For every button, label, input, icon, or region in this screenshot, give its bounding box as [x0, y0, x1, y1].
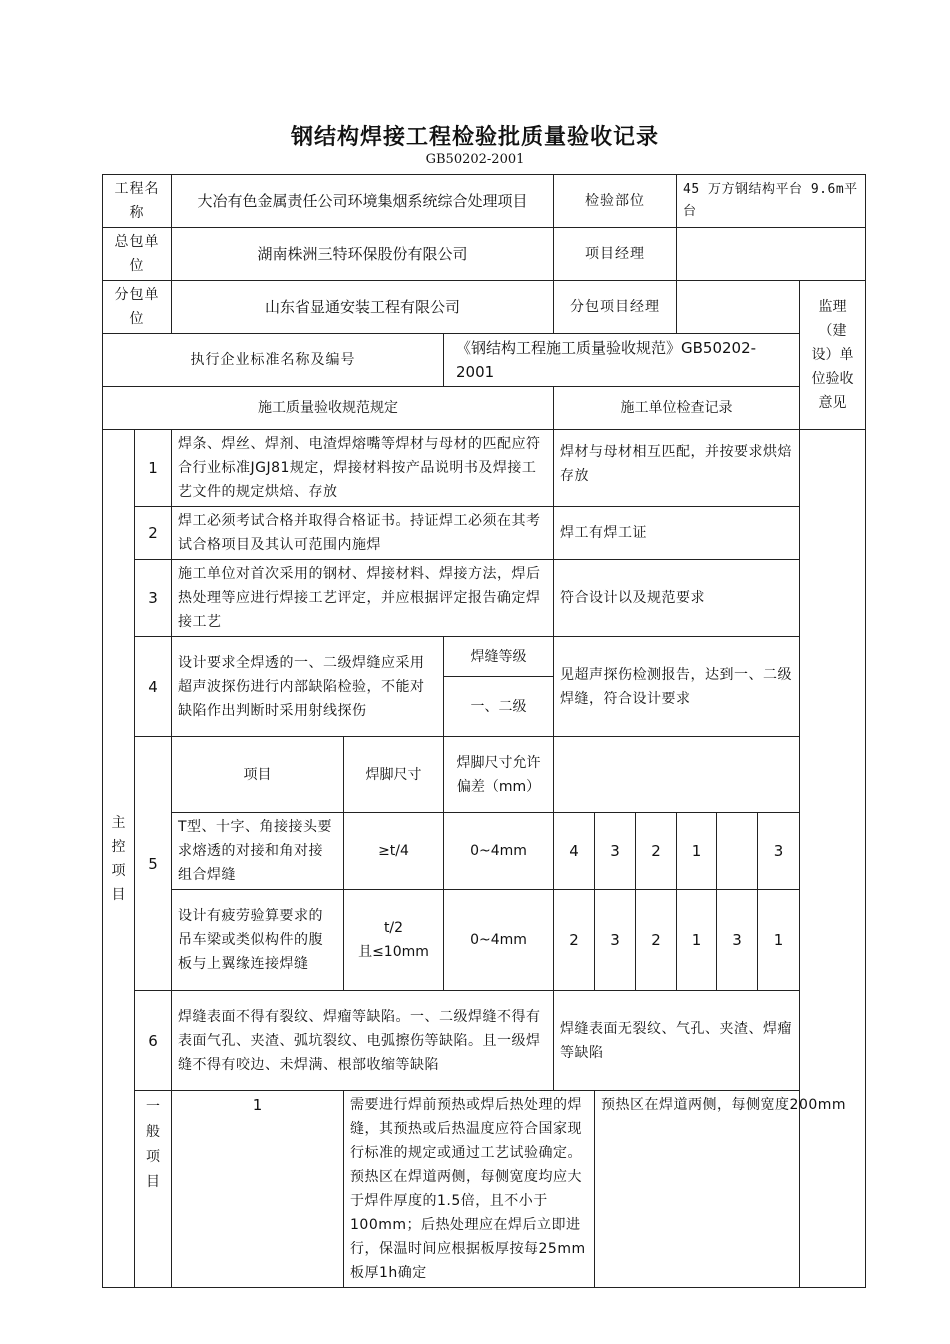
- item-record: 预热区在焊道两侧，每侧宽度200mm: [595, 1091, 866, 1288]
- measured-value: 3: [717, 890, 758, 991]
- item-number: 1: [135, 430, 172, 507]
- item-rule: 施工单位对首次采用的钢材、焊接材料、焊接方法，焊后热处理等应进行焊接工艺评定，并应根据评定报告确定焊接工艺: [172, 560, 554, 637]
- measured-value: 1: [677, 813, 717, 890]
- item-number: 4: [135, 637, 172, 737]
- document-title: 钢结构焊接工程检验批质量验收记录: [290, 125, 659, 150]
- item-number: 1: [172, 1091, 344, 1288]
- measured-value: 4: [554, 813, 595, 890]
- project-name-value: 大冶有色金属责任公司环境集烟系统综合处理项目: [172, 175, 554, 228]
- general-items-label: 一般项目: [135, 1091, 172, 1288]
- item-number: 2: [135, 507, 172, 560]
- subcontractor-value: 山东省显通安装工程有限公司: [172, 281, 554, 334]
- standard-code: GB50202-2001: [425, 152, 525, 167]
- sub-manager-value: [677, 281, 800, 334]
- measured-value: 3: [758, 813, 800, 890]
- standard-label: 执行企业标准名称及编号: [103, 334, 444, 387]
- supervisor-opinion-label: 监理（建设）单位验收意见: [800, 281, 866, 430]
- inspection-record-table: [102, 174, 866, 1288]
- record-blank: [554, 737, 800, 813]
- measured-value: 1: [677, 890, 717, 991]
- inspect-part-value: 45 万方钢结构平台 9.6m平台: [677, 175, 866, 228]
- item-number: 6: [135, 991, 172, 1091]
- weld-item: 设计有疲劳验算要求的吊车梁或类似构件的腹板与上翼缘连接焊缝: [172, 890, 344, 991]
- spec-header: 施工质量验收规范规定: [103, 387, 554, 430]
- weld-size-line2: 且≤10mm: [358, 944, 429, 960]
- weld-size: [344, 890, 444, 991]
- inspect-part-label: 检验部位: [554, 175, 677, 228]
- item-record: 焊材与母材相互匹配，并按要求烘焙存放: [554, 430, 800, 507]
- project-manager-label: 项目经理: [554, 228, 677, 281]
- col-tolerance-header: 焊脚尺寸允许偏差（mm）: [444, 737, 554, 813]
- weld-grade-value: 一、二级: [444, 677, 554, 737]
- measured-value: 3: [595, 890, 636, 991]
- item-record: 焊工有焊工证: [554, 507, 800, 560]
- item-rule: 焊缝表面不得有裂纹、焊瘤等缺陷。一、二级焊缝不得有表面气孔、夹渣、弧坑裂纹、电弧擦伤等缺陷。且一级焊缝不得有咬边、未焊满、根部收缩等缺陷: [172, 991, 554, 1091]
- item-rule: 设计要求全焊透的一、二级焊缝应采用超声波探伤进行内部缺陷检验，不能对缺陷作出判断时采用射线探伤: [172, 637, 444, 737]
- item-rule: 焊工必须考试合格并取得合格证书。持证焊工必须在其考试合格项目及其认可范围内施焊: [172, 507, 554, 560]
- general-contractor-label: 总包单位: [103, 228, 172, 281]
- item-record: 符合设计以及规范要求: [554, 560, 800, 637]
- standard-value: 《钢结构工程施工质量验收规范》GB50202-2001: [444, 334, 800, 387]
- item-rule: 需要进行焊前预热或焊后热处理的焊缝，其预热或后热温度应符合国家现行标准的规定或通过工艺试验确定。预热区在焊道两侧，每侧宽度均应大于焊件厚度的1.5倍，且不小于100mm；后热处理应在焊后立即进行，保温时间应根据板厚按每25mm板厚1h确定: [344, 1091, 595, 1288]
- item-number: 3: [135, 560, 172, 637]
- weld-size: ≥t/4: [344, 813, 444, 890]
- measured-value: 2: [636, 890, 677, 991]
- weld-size-line1: t/2: [383, 920, 404, 936]
- measured-value: 1: [758, 890, 800, 991]
- subcontractor-label: 分包单位: [103, 281, 172, 334]
- sub-manager-label: 分包项目经理: [554, 281, 677, 334]
- weld-item: T型、十字、角接接头要求熔透的对接和角对接组合焊缝: [172, 813, 344, 890]
- project-manager-value: [677, 228, 866, 281]
- record-header: 施工单位检查记录: [554, 387, 800, 430]
- weld-grade-label: 焊缝等级: [444, 637, 554, 677]
- item-record: 焊缝表面无裂纹、气孔、夹渣、焊瘤等缺陷: [554, 991, 800, 1091]
- project-name-label: 工程名称: [103, 175, 172, 228]
- measured-value: 2: [636, 813, 677, 890]
- measured-value: 2: [554, 890, 595, 991]
- measured-value: 3: [595, 813, 636, 890]
- general-contractor-value: 湖南株洲三特环保股份有限公司: [172, 228, 554, 281]
- col-size-header: 焊脚尺寸: [344, 737, 444, 813]
- item-rule: 焊条、焊丝、焊剂、电渣焊熔嘴等焊材与母材的匹配应符合行业标准JGJ81规定，焊接材料按产品说明书及焊接工艺文件的规定烘焙、存放: [172, 430, 554, 507]
- item-record: 见超声探伤检测报告，达到一、二级焊缝，符合设计要求: [554, 637, 800, 737]
- col-item-header: 项目: [172, 737, 344, 813]
- weld-tolerance: 0~4mm: [444, 813, 554, 890]
- item-number: 5: [135, 737, 172, 991]
- measured-value: [717, 813, 758, 890]
- weld-tolerance: 0~4mm: [444, 890, 554, 991]
- main-control-label: 主控项目: [103, 430, 135, 1288]
